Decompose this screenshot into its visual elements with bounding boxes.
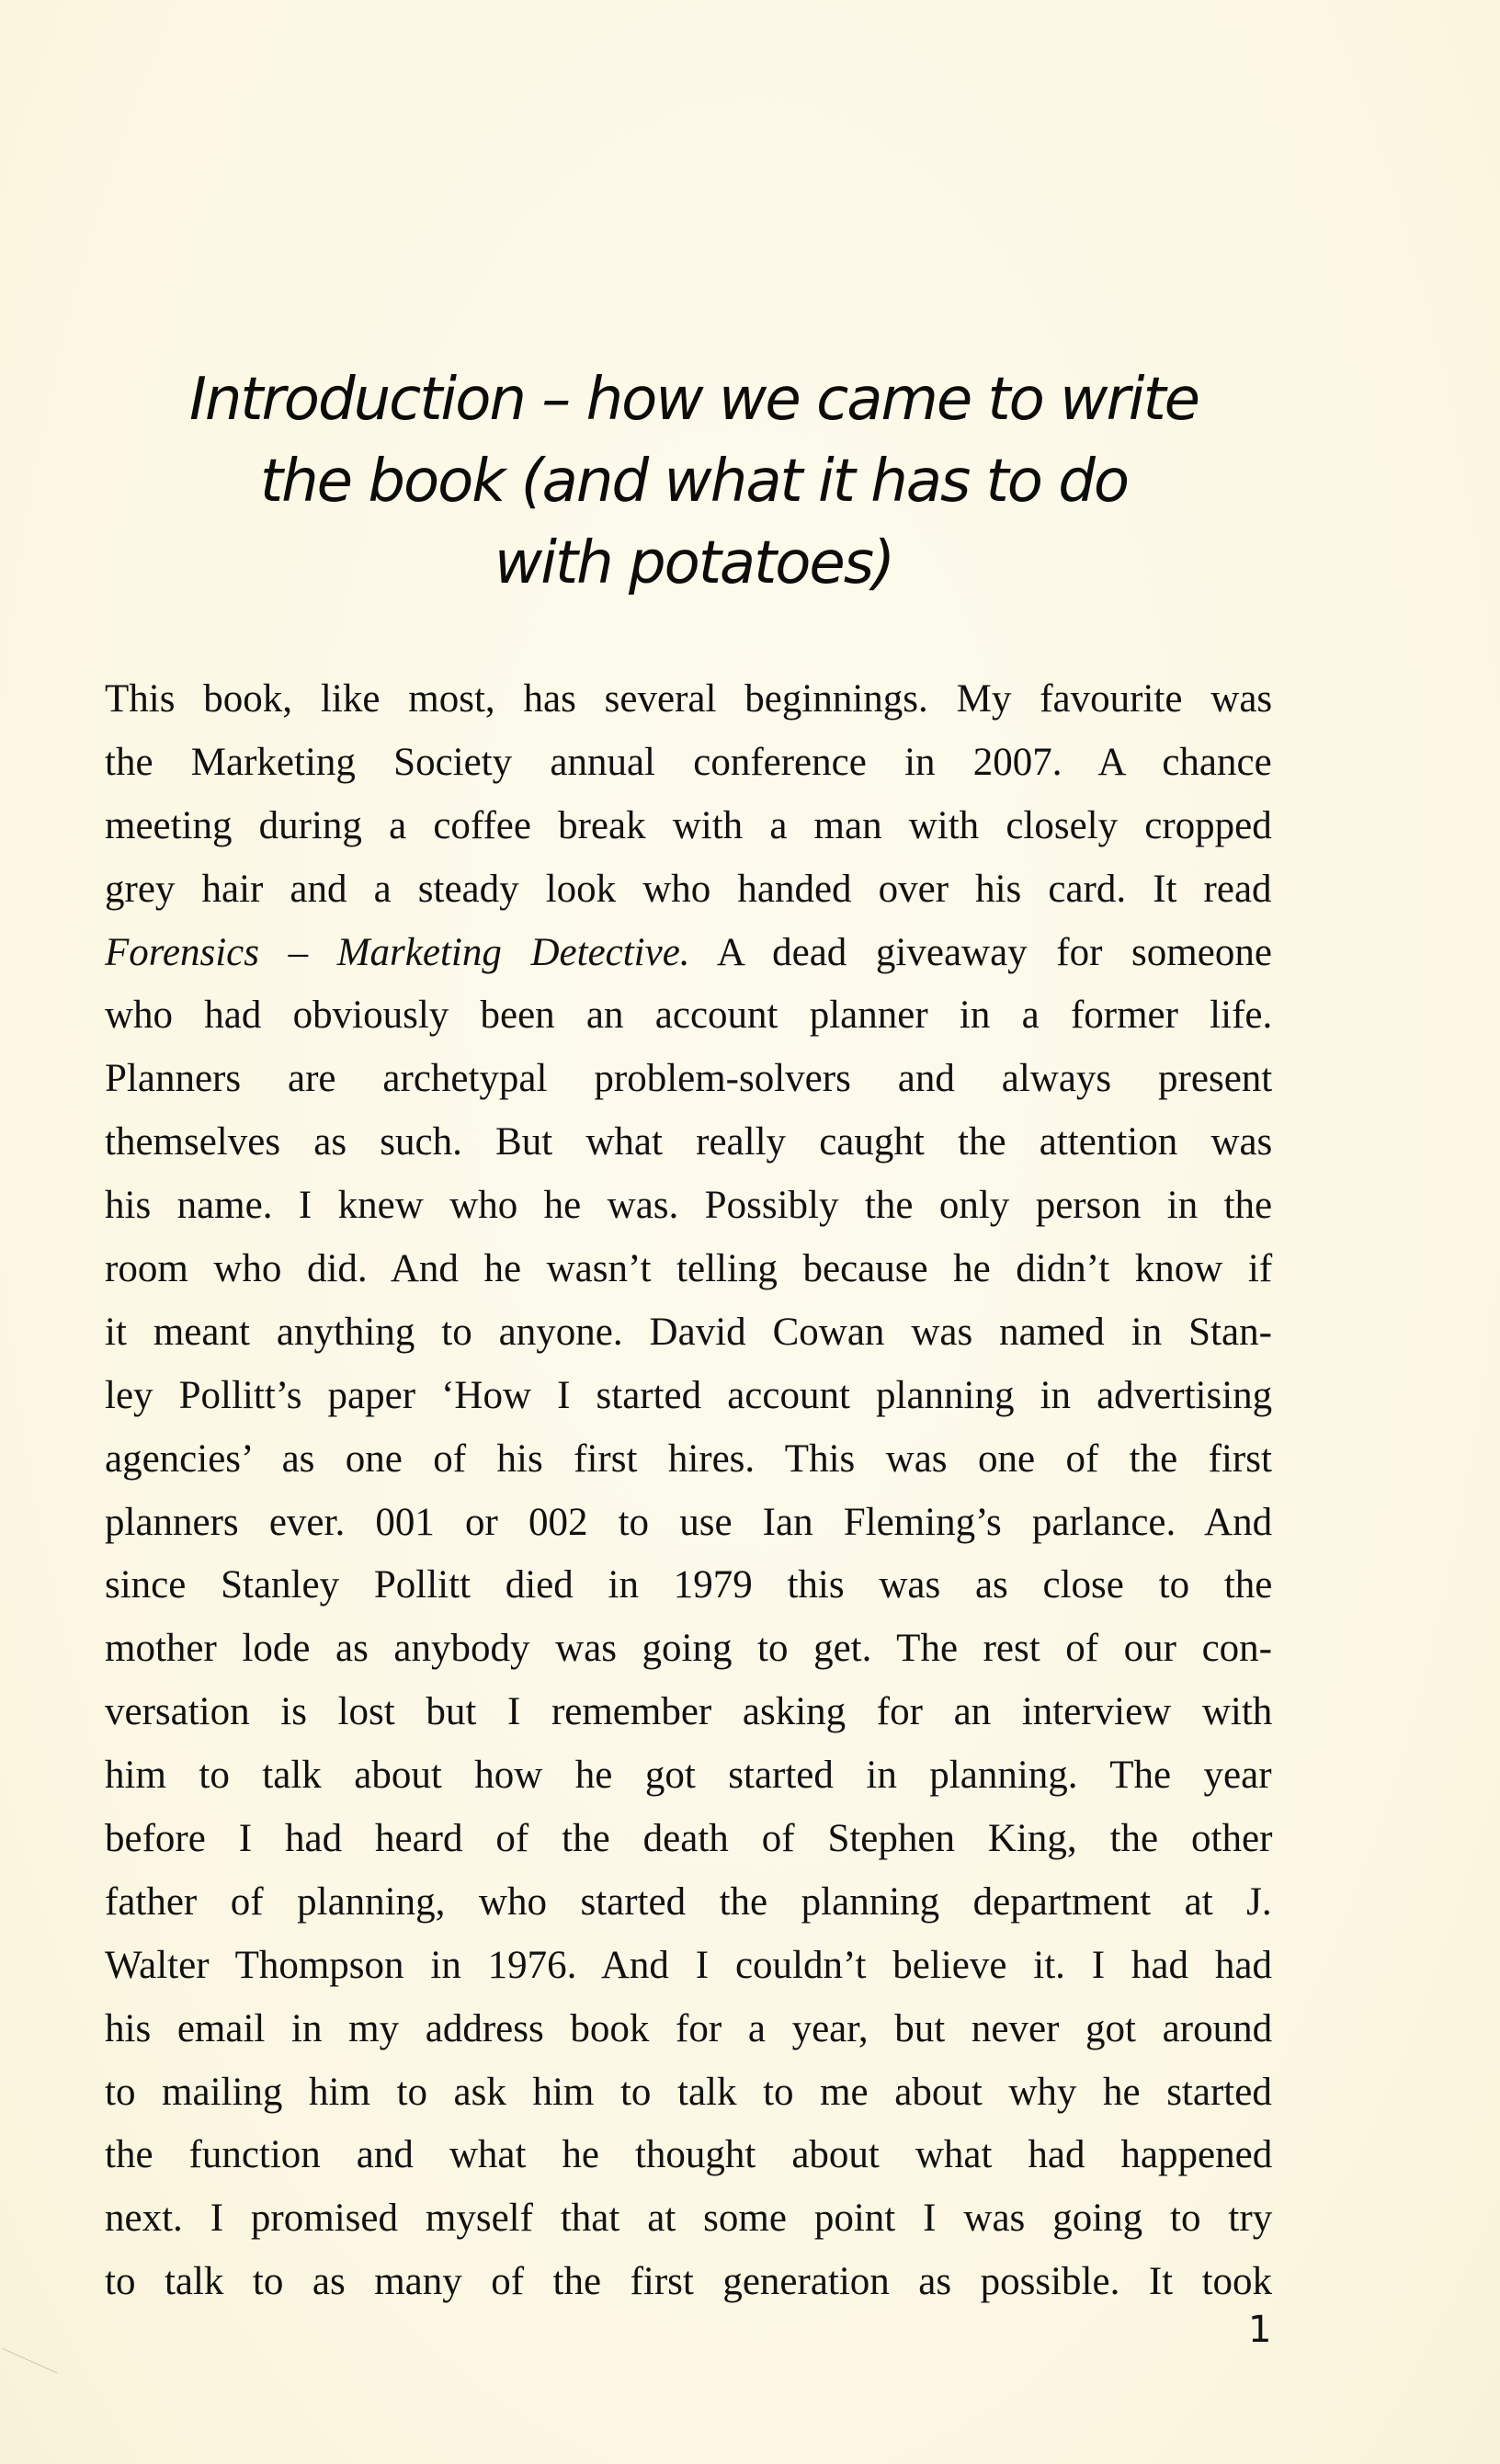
text-line: planners ever. 001 or 002 to use Ian Fleming’s parlance. And [105, 1500, 1273, 1544]
text-line: Planners are archetypal problem-solvers and always present [105, 1057, 1273, 1101]
chapter-title-line: with potatoes) [494, 529, 894, 598]
text-line: who had obviously been an account planner in a former life. [105, 994, 1273, 1038]
text-line: the Marketing Society annual conference in 2007. A chance [105, 740, 1272, 784]
text-line: his name. I knew who he was. Possibly the only person in the [105, 1184, 1273, 1228]
text-line: grey hair and a steady look who handed over his card. It read [105, 867, 1272, 911]
paper-scratch-mark [0, 2348, 57, 2399]
text-line: him to talk about how he got started in planning. The year [105, 1754, 1272, 1798]
chapter-title-line: Introduction – how we came to write [188, 366, 1199, 435]
text-line: This book, like most, has several beginnings. My favourite was [105, 677, 1273, 721]
italic-card-text: Forensics – Marketing Detective. [105, 930, 690, 974]
body-paragraph [105, 668, 1272, 2314]
text-line: versation is lost but I remember asking for an interview with [105, 1690, 1273, 1734]
text-line: the function and what he thought about what had happened [105, 2133, 1273, 2177]
text-line: agencies’ as one of his first hires. This was one of the first [105, 1436, 1272, 1481]
text-line: next. I promised myself that at some point I was going to try [105, 2197, 1273, 2241]
text-line: it meant anything to anyone. David Cowan was named in Stan- [105, 1310, 1272, 1354]
text-line: mother lode as anybody was going to get. The rest of our con- [105, 1627, 1272, 1671]
text-line: Walter Thompson in 1976. And I couldn’t believe it. I had had [105, 1943, 1272, 1987]
page-number: 1 [1248, 2309, 1272, 2351]
text-line-rest: A dead giveaway for someone [689, 930, 1272, 974]
text-line: to mailing him to ask him to talk to me about why he started [105, 2070, 1272, 2114]
text-line: themselves as such. But what really caught the attention was [105, 1120, 1273, 1164]
chapter-title [138, 359, 1250, 605]
text-line: since Stanley Pollitt died in 1979 this was as close to the [105, 1563, 1273, 1607]
text-line: ley Pollitt’s paper ‘How I started account planning in advertising [105, 1373, 1273, 1417]
text-line: to talk to as many of the first generation as possible. It took [105, 2260, 1273, 2304]
text-line: father of planning, who started the planning department at J. [105, 1879, 1272, 1924]
text-line: meeting during a coffee break with a man with closely cropped [105, 803, 1272, 847]
text-line: his email in my address book for a year, but never got around [105, 2006, 1273, 2050]
text-line: before I had heard of the death of Stephen King, the other [105, 1817, 1273, 1861]
text-line: room who did. And he wasn’t telling because he didn’t know if [105, 1247, 1273, 1291]
text-line [105, 922, 1272, 985]
chapter-title-line: the book (and what it has to do [259, 448, 1129, 517]
